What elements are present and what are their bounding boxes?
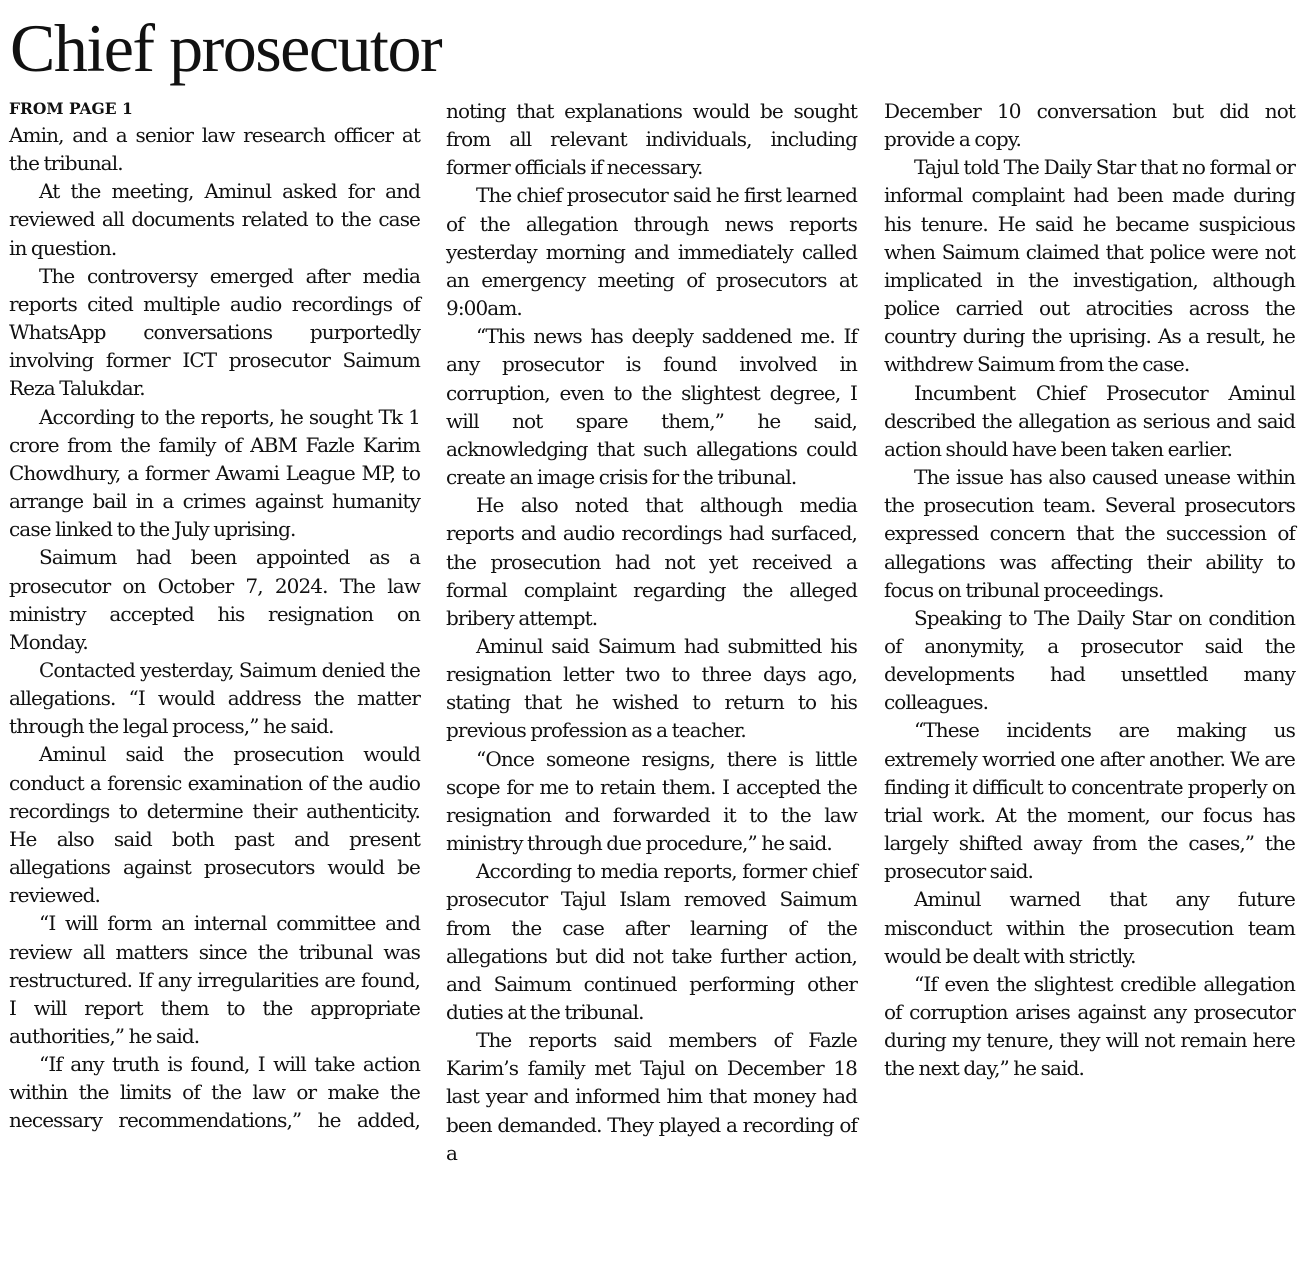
article-column-3 bbox=[884, 97, 1295, 1082]
paragraph: “I will form an internal committee and review all matters since the tribunal was restructured. If any irregularities are found, I will report them to the appropriate authorities,” he said. bbox=[9, 911, 420, 1048]
paragraph: Saimum had been appointed as a prosecutor on October 7, 2024. The law ministry accepted his resignation on Monday. bbox=[9, 545, 420, 654]
jump-label: FROM PAGE 1 bbox=[9, 99, 133, 118]
paragraph: He also noted that although media reports and audio recordings had surfaced, the prosecution had not yet received a formal complaint regarding the alleged bribery attempt. bbox=[446, 493, 857, 630]
paragraph: December 10 conversation but did not provide a copy. bbox=[884, 99, 1295, 152]
paragraph: “Once someone resigns, there is little scope for me to retain them. I accepted the resignation and forwarded it to the law ministry through due procedure,” he said. bbox=[446, 746, 857, 856]
paragraph: The controversy emerged after media reports cited multiple audio recordings of WhatsApp conversations purportedly involving former ICT prosecutor Saimum Reza Talukdar. bbox=[9, 263, 420, 401]
paragraph: Incumbent Chief Prosecutor Aminul described the allegation as serious and said action should have been taken earlier. bbox=[884, 380, 1295, 461]
headline: Chief prosecutor bbox=[10, 10, 442, 86]
paragraph: Aminul said the prosecution would conduct a forensic examination of the audio recordings to determine their authenticity. He also said both past and present allegations against prosecutors would be reviewed. bbox=[9, 742, 420, 908]
paragraph: Amin, and a senior law research officer at the tribunal. bbox=[9, 123, 420, 176]
paragraph: According to media reports, former chief prosecutor Tajul Islam removed Saimum from the case after learning of the allegations but did not take further action, and Saimum continued performing other duties at the tribunal. bbox=[446, 859, 857, 1024]
paragraph: Contacted yesterday, Saimum denied the allegations. “I would address the matter through the legal process,” he said. bbox=[9, 657, 420, 739]
paragraph: Tajul told The Daily Star that no formal or informal complaint had been made during his tenure. He said he became suspicious when Saimum claimed that police were not implicated in the investigation, although police carried out atrocities across the country during the uprising. As a result, he withdrew Saimum from the case. bbox=[884, 155, 1295, 377]
paragraph: Speaking to The Daily Star on condition of anonymity, a prosecutor said the developments had unsettled many colleagues. bbox=[884, 605, 1295, 715]
paragraph: The chief prosecutor said he first learned of the allegation through news reports yesterday morning and immediately called an emergency meeting of prosecutors at 9:00am. bbox=[446, 183, 857, 321]
paragraph: According to the reports, he sought Tk 1 crore from the family of ABM Fazle Karim Chowdhury, a former Awami League MP, to arrange bail in a crimes against humanity case linked to the July uprising. bbox=[9, 404, 420, 542]
paragraph: “If even the slightest credible allegation of corruption arises against any prosecutor during my tenure, they will not remain here the next day,” he said. bbox=[884, 971, 1295, 1081]
paragraph: “This news has deeply saddened me. If any prosecutor is found involved in corruption, even to the slightest degree, I will not spare them,” he said, acknowledging that such allegations could create an image crisis for the tribunal. bbox=[446, 324, 857, 490]
paragraph: noting that explanations would be sought from all relevant individuals, including former officials if necessary. bbox=[446, 99, 857, 180]
paragraph: At the meeting, Aminul asked for and reviewed all documents related to the case in question. bbox=[9, 179, 420, 260]
paragraph: Aminul said Saimum had submitted his resignation letter two to three days ago, stating that he wished to return to his previous profession as a teacher. bbox=[446, 633, 857, 743]
paragraph: The reports said members of Fazle Karim’s family met Tajul on December 18 last year and informed him that money had been demanded. They played a recording of a bbox=[446, 1028, 857, 1165]
paragraph: “These incidents are making us extremely worried one after another. We are finding it difficult to concentrate properly on trial work. At the moment, our focus has largely shifted away from the cases,” the prosecutor said. bbox=[884, 718, 1295, 884]
article-column-1 bbox=[9, 97, 420, 1135]
paragraph: The issue has also caused unease within the prosecution team. Several prosecutors expressed concern that the succession of allegations was affecting their ability to focus on tribunal proceedings. bbox=[884, 465, 1295, 602]
paragraph: Aminul warned that any future misconduct within the prosecution team would be dealt with strictly. bbox=[884, 887, 1295, 968]
paragraph: “If any truth is found, I will take action within the limits of the law or make the necessary recommendations,” he added, bbox=[9, 1052, 420, 1133]
article-column-2 bbox=[446, 97, 857, 1167]
